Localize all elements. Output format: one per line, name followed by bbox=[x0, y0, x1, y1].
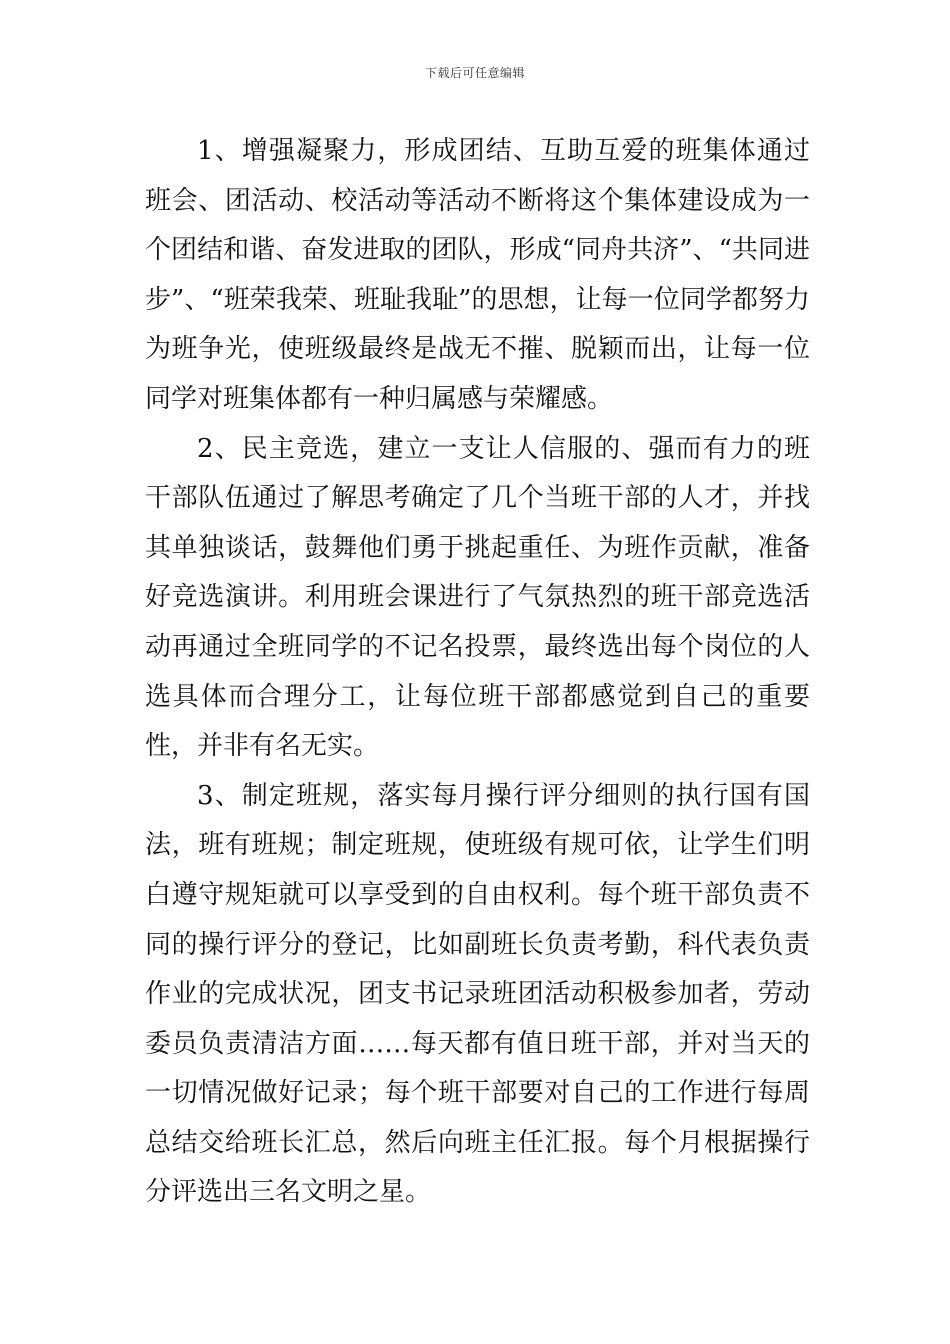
paragraph-1: 1、增强凝聚力，形成团结、互助互爱的班集体通过班会、团活动、校活动等活动不断将这个集体建设成为一个团结和谐、奋发进取的团队，形成“同舟共济”、“共同进步”、“班荣我荣、班耻我耻”的思想，让每一位同学都努力为班争光，使班级最终是战无不摧、脱颖而出，让每一位同学对班集体都有一种归属感与荣耀感。 bbox=[145, 136, 810, 414]
page-header-note: 下载后可任意编辑 bbox=[424, 66, 525, 80]
paragraph-3: 3、制定班规，落实每月操行评分细则的执行国有国法，班有班规；制定班规，使班级有规可依，让学生们明白遵守规矩就可以享受到的自由权利。每个班干部负责不同的操行评分的登记，比如副班长负责考勤，科代表负责作业的完成状况，团支书记录班团活动积极参加者，劳动委员负责清洁方面……每天都有值日班干部，并对当天的一切情况做好记录；每个班干部要对自己的工作进行每周总结交给班长汇总，然后向班主任汇报。每个月根据操行分评选出三名文明之星。 bbox=[145, 780, 810, 1208]
document-body bbox=[145, 127, 810, 1218]
paragraph-2: 2、民主竞选，建立一支让人信服的、强而有力的班干部队伍通过了解思考确定了几个当班干部的人才，并找其单独谈话，鼓舞他们勇于挑起重任、为班作贡献，准备好竞选演讲。利用班会课进行了气氛热烈的班干部竞选活动再通过全班同学的不记名投票，最终选出每个岗位的人选具体而合理分工，让每位班干部都感觉到自己的重要性，并非有名无实。 bbox=[145, 433, 810, 762]
